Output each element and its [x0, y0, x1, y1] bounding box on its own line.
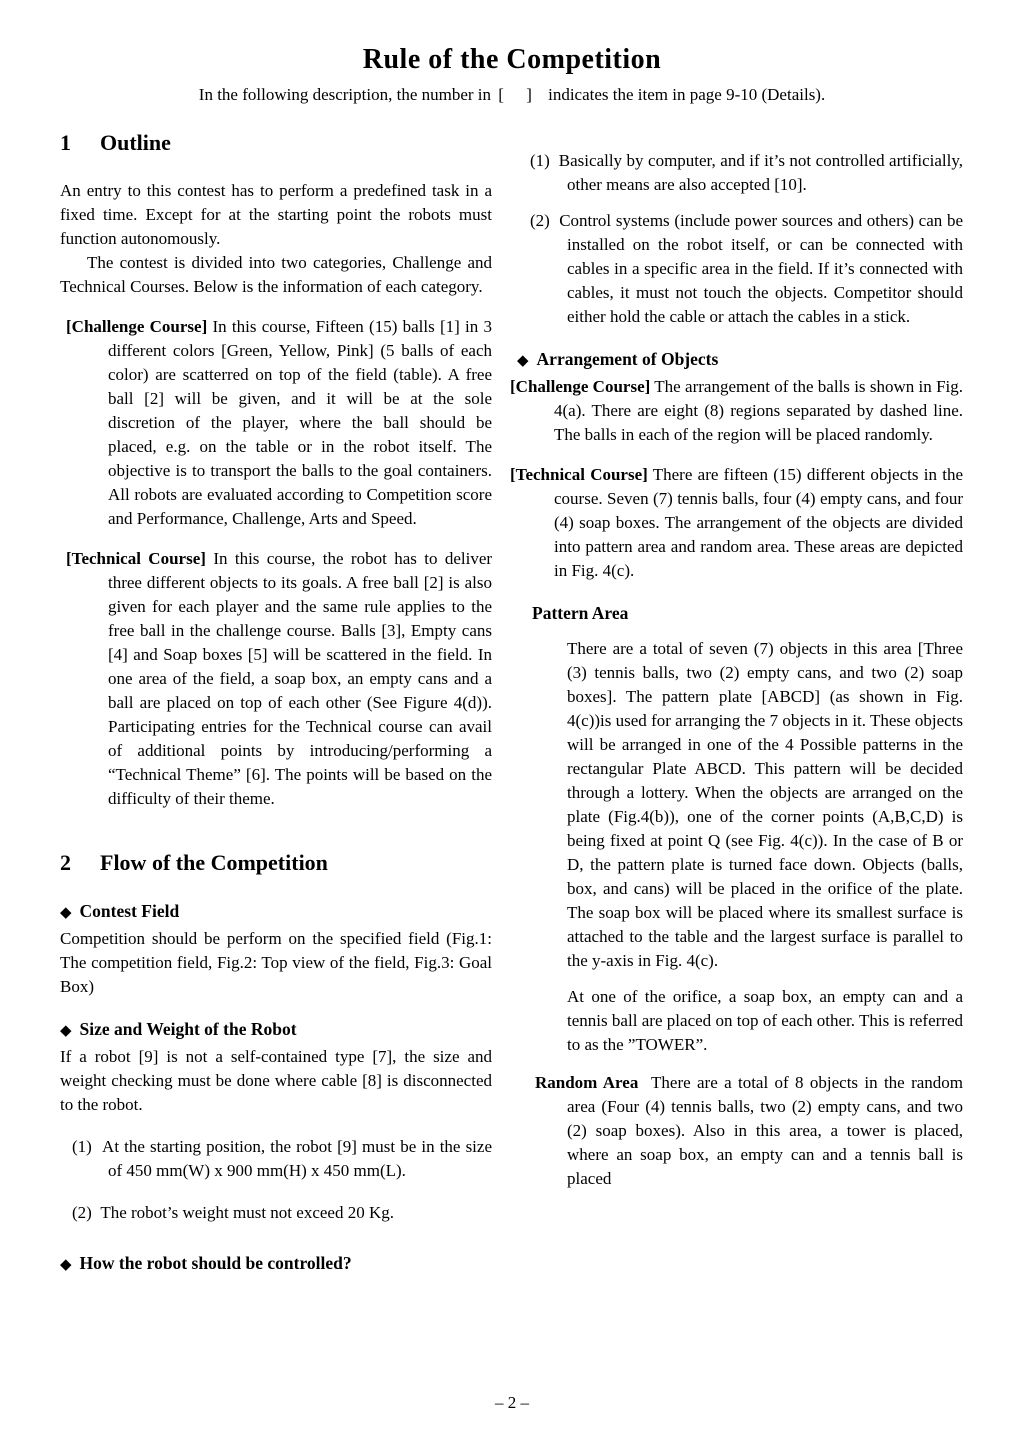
outline-paragraph-2: The contest is divided into two categories, Challenge and Technical Courses. Below is the information of each category.: [60, 253, 492, 296]
technical-course-text: In this course, the robot has to deliver three different objects to its goals. A free ball [2] is also given for each player and the same rule applies to the free ball in the challenge course. Balls [3], Empty cans [4] and Soap boxes [5] will be scattered in the field. In one area of the field, a soap box, an empty cans and a ball are placed on top of each other (See Figure 4(d)). Participating entries for the Technical course can avail of additional points by introducing/performing a “Technical Theme” [6]. The points will be based on the difficulty of their theme.: [108, 549, 493, 808]
robot-size-item-number: (1): [72, 1137, 92, 1156]
random-area-text: There are a total of 8 objects in the random area (Four (4) tennis balls, two (2) empty cans, and two (2) soap boxes). Also in this area, a tower is placed, where an soap box, an empty can and a tennis ball is placed: [567, 1073, 963, 1188]
left-column: [60, 129, 492, 1277]
pattern-area-paragraph-2: At one of the orifice, a soap box, an empty can and a tennis ball are placed on top of each other. This is referred to as the ”TOWER”.: [567, 987, 963, 1054]
subtitle-text-pre: In the following description, the number in: [198, 85, 492, 104]
subtitle-text-post: indicates the item in page 9-10 (Details).: [548, 85, 826, 104]
diamond-icon: ◆: [517, 351, 529, 369]
section-2-heading: [60, 849, 492, 877]
control-item-1: [510, 149, 963, 197]
arrangement-technical-label: [Technical Course]: [510, 465, 648, 484]
control-heading-text: How the robot should be controlled?: [79, 1253, 352, 1273]
page-header: [0, 0, 1024, 105]
contest-field-paragraph: Competition should be perform on the specified field (Fig.1: The competition field, Fig.2: Top view of the field, Fig.3: Goal Box): [60, 929, 492, 996]
control-item-2-number: (2): [530, 211, 550, 230]
outline-paragraph-1: An entry to this contest has to perform a predefined task in a fixed time. Except for at the starting point the robots must function autonomously.: [60, 181, 492, 248]
section-1-heading: [60, 129, 492, 157]
arrangement-technical-text: There are fifteen (15) different objects in the course. Seven (7) tennis balls, four (4) empty cans, and four (4) soap boxes. The arrangement of the objects are divided into pattern area and random area. These areas are depicted in Fig. 4(c).: [554, 465, 963, 580]
challenge-course-item: [60, 315, 492, 531]
right-column: [510, 129, 963, 1191]
section-1-title: Outline: [100, 130, 171, 155]
section-2-number: 2: [60, 850, 71, 875]
random-area-label: Random Area: [535, 1073, 639, 1092]
document-subtitle: [0, 85, 1024, 105]
control-item-1-text: Basically by computer, and if it’s not controlled artificially, other means are also accepted [10].: [558, 151, 963, 194]
arrangement-challenge-text: The arrangement of the balls is shown in Fig. 4(a). There are eight (8) regions separated by dashed line. The balls in each of the region will be placed randomly.: [554, 377, 963, 444]
bracket-placeholder: [ ]: [498, 85, 541, 104]
size-weight-heading-text: Size and Weight of the Robot: [79, 1019, 297, 1039]
technical-course-item: [60, 547, 492, 811]
control-heading: [60, 1251, 492, 1277]
technical-course-label: [Technical Course]: [66, 549, 206, 568]
control-item-2: [510, 209, 963, 329]
arrangement-heading: [517, 347, 963, 373]
control-item-2-text: Control systems (include power sources and others) can be installed on the robot itself, or can be connected with cables in a specific area in the field. If it’s connected with cables, it must not touch the objects. Competitor should either hold the cable or attach the cables in a stick.: [559, 211, 964, 326]
challenge-course-text: In this course, Fifteen (15) balls [1] in 3 different colors [Green, Yellow, Pink] (5 balls of each color) are scatterred on top of the field (table). A free ball [2] will be given, and it will be at the sole discretion of the player, where the ball should be placed, e.g. on the table or in the robot itself. The objective is to transport the balls to the goal containers. All robots are evaluated according to Competition score and Performance, Challenge, Arts and Speed.: [108, 317, 493, 528]
pattern-area-paragraph-1: There are a total of seven (7) objects in this area [Three (3) tennis balls, two (2) empty cans, and two (2) soap boxes]. The pattern plate [ABCD] (as shown in Fig. 4(c))is used for arranging the 7 objects in it. These objects will be arranged in one of the 4 Possible patterns in the rectangular Plate ABCD. This pattern will be decided through a lottery. When the objects are arranged on the plate (Fig.4(b)), one of the corner points (A,B,C,D) is being fixed at point Q (see Fig. 4(c)). In the case of B or D, the pattern plate is turned face down. Objects (balls, box, and cans) will be placed in the orifice of the plate. The soap box will be placed where its smallest surface is attached to the table and the largest surface is parallel to the y-axis in Fig. 4(c).: [567, 639, 963, 970]
section-2-title: Flow of the Competition: [100, 850, 328, 875]
contest-field-heading-text: Contest Field: [79, 901, 180, 921]
two-column-body: [0, 129, 1024, 1277]
robot-size-item: [60, 1135, 492, 1183]
robot-weight-item-number: (2): [72, 1203, 92, 1222]
arrangement-challenge-item: [510, 375, 963, 447]
robot-weight-item: [60, 1201, 492, 1225]
document-title: Rule of the Competition: [362, 44, 662, 75]
arrangement-challenge-label: [Challenge Course]: [510, 377, 651, 396]
diamond-icon: ◆: [60, 1021, 72, 1039]
robot-size-item-text: At the starting position, the robot [9] must be in the size of 450 mm(W) x 900 mm(H) x 450 mm(L).: [102, 1137, 492, 1180]
challenge-course-label: [Challenge Course]: [66, 317, 208, 336]
diamond-icon: ◆: [60, 903, 72, 921]
random-area-item: [510, 1071, 963, 1191]
diamond-icon: ◆: [60, 1255, 72, 1273]
section-1-number: 1: [60, 130, 71, 155]
size-weight-paragraph: If a robot [9] is not a self-contained type [7], the size and weight checking must be done where cable [8] is disconnected to the robot.: [60, 1047, 492, 1114]
pattern-area-heading: Pattern Area: [532, 603, 629, 623]
page-number: – 2 –: [495, 1393, 529, 1412]
robot-weight-item-text: The robot’s weight must not exceed 20 Kg.: [100, 1203, 394, 1222]
arrangement-heading-text: Arrangement of Objects: [536, 349, 719, 369]
arrangement-technical-item: [510, 463, 963, 583]
control-item-1-number: (1): [530, 151, 550, 170]
contest-field-heading: [60, 899, 492, 925]
size-weight-heading: [60, 1017, 492, 1043]
